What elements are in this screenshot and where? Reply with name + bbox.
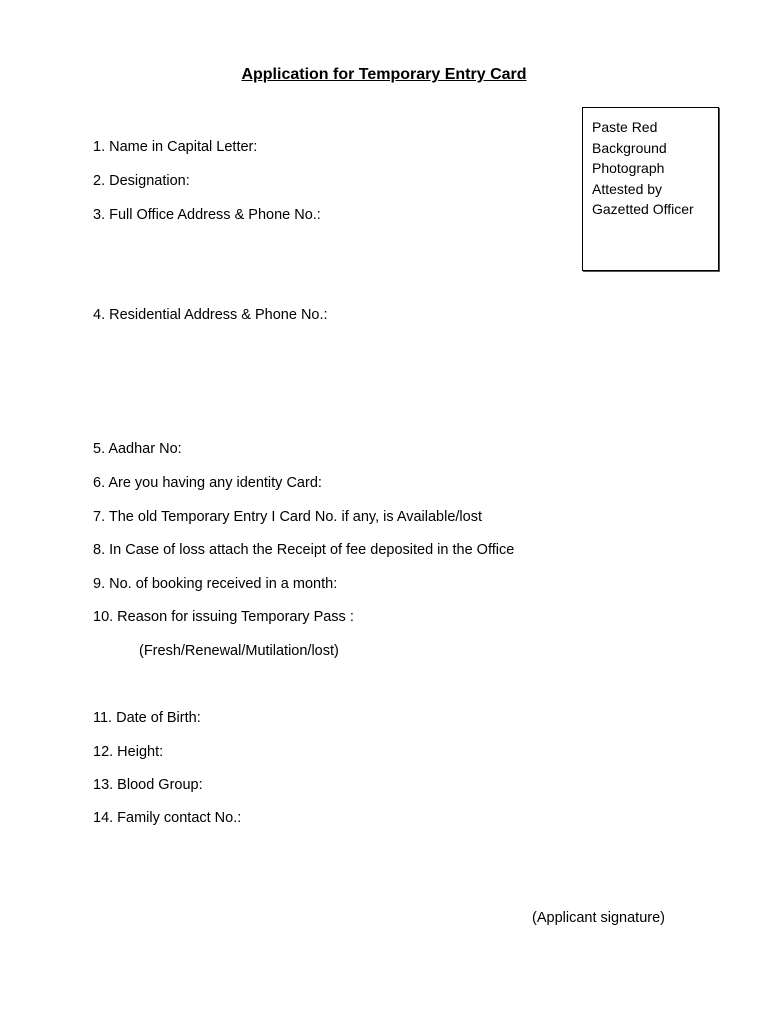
- photo-instruction-line: Gazetted Officer: [592, 201, 694, 217]
- field-old-card-label: 7. The old Temporary Entry I Card No. if any, is Available/lost: [93, 509, 483, 525]
- field-blood-group-label: 13. Blood Group:: [93, 777, 203, 793]
- field-office-address-label: 3. Full Office Address & Phone No.:: [93, 207, 321, 223]
- field-designation-label: 2. Designation:: [93, 173, 190, 189]
- photo-instruction-line: Photograph: [592, 160, 665, 176]
- field-residential-address-label: 4. Residential Address & Phone No.:: [93, 307, 328, 323]
- photo-instruction-line: Attested by: [592, 180, 663, 197]
- photo-placeholder-box: [582, 107, 719, 271]
- field-bookings-label: 9. No. of booking received in a month:: [93, 576, 338, 592]
- field-dob-label: 11. Date of Birth:: [93, 710, 201, 726]
- photo-instruction-line: Paste Red: [592, 119, 658, 135]
- field-reason-label: 10. Reason for issuing Temporary Pass :: [93, 609, 354, 625]
- field-family-contact-label: 14. Family contact No.:: [93, 810, 242, 826]
- field-name-label: 1. Name in Capital Letter:: [93, 139, 258, 155]
- page-title: Application for Temporary Entry Card: [241, 66, 527, 83]
- field-loss-receipt-label: 8. In Case of loss attach the Receipt of fee deposited in the Office: [93, 542, 515, 558]
- field-reason-options: (Fresh/Renewal/Mutilation/lost): [139, 643, 339, 659]
- field-aadhar-label: 5. Aadhar No:: [93, 441, 182, 457]
- field-height-label: 12. Height:: [93, 744, 164, 760]
- field-identity-card-label: 6. Are you having any identity Card:: [93, 475, 322, 491]
- applicant-signature-label: (Applicant signature): [532, 910, 665, 926]
- photo-instruction-line: Background: [592, 139, 667, 156]
